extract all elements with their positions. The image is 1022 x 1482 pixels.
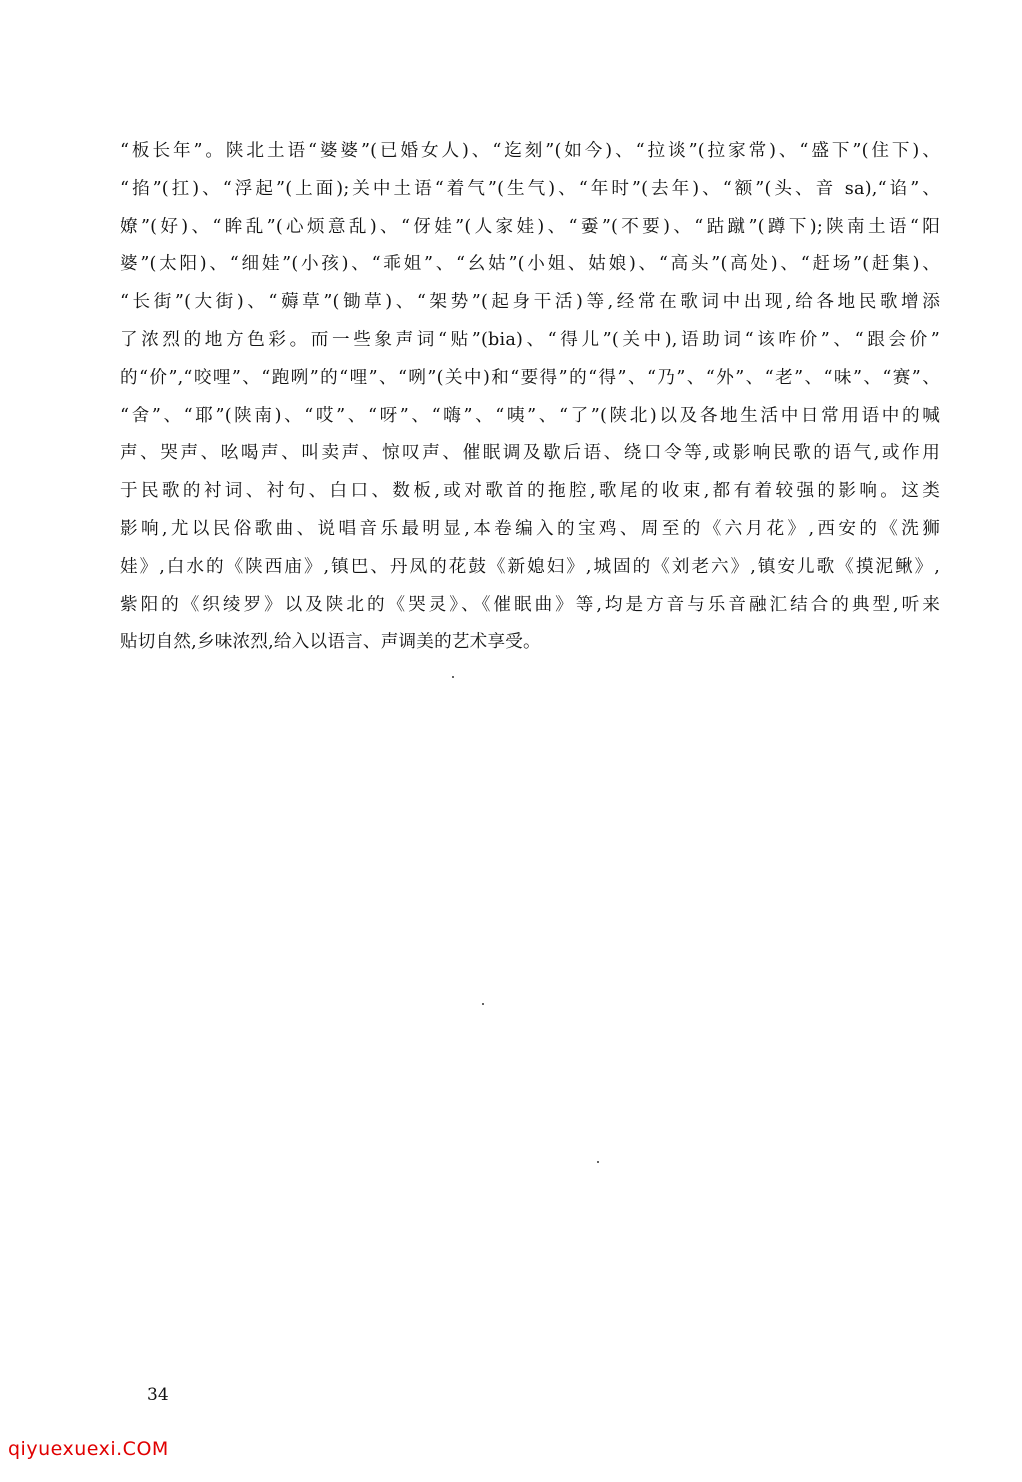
body-paragraph <box>120 133 940 662</box>
text-line: “板长年”。陕北土语“婆婆”(已婚女人)、“迄刻”(如今)、“拉谈”(拉家常)、“盛下”(住下)、 <box>120 141 940 161</box>
text-line: 贴切自然,乡味浓烈,给入以语言、声调美的艺术享受。 <box>120 632 541 653</box>
text-line: 嫽”(好)、“眸乱”(心烦意乱)、“伢娃”(人家娃)、“嫑”(不要)、“跍蹴”(蹲下);陕南土语“阳 <box>120 216 940 237</box>
text-line: 影响,尤以民俗歌曲、说唱音乐最明显,本卷编入的宝鸡、周至的《六月花》,西安的《洗狮 <box>120 518 940 539</box>
text-line: “长街”(大街)、“薅草”(锄草)、“架势”(起身干活)等,经常在歌词中出现,给各地民歌增添 <box>120 292 940 313</box>
text-line: 声、哭声、吆喝声、叫卖声、惊叹声、催眠调及歇后语、绕口令等,或影响民歌的语气,或作用 <box>120 443 940 464</box>
text-line: 娃》,白水的《陕西庙》,镇巴、丹凤的花鼓《新媳妇》,城固的《刘老六》,镇安儿歌《摸泥鳅》, <box>120 556 940 577</box>
scan-speck <box>597 1161 599 1163</box>
text-line: 婆”(太阳)、“细娃”(小孩)、“乖姐”、“幺姑”(小姐、姑娘)、“高头”(高处)、“赶场”(赶集)、 <box>120 254 940 275</box>
text-line: “掐”(扛)、“浮起”(上面);关中土语“着气”(生气)、“年时”(去年)、“额”(头、音 sa),“谄”、 <box>120 178 940 199</box>
text-line: “舍”、“耶”(陕南)、“哎”、“呀”、“嗨”、“咦”、“了”(陕北)以及各地生活中日常用语中的喊 <box>120 405 940 426</box>
text-line: 了浓烈的地方色彩。而一些象声词“贴”(bia)、“得儿”(关中),语助词“该咋价”、“跟会价” <box>120 329 940 350</box>
text-line: 于民歌的衬词、衬句、白口、数板,或对歌首的拖腔,歌尾的收束,都有着较强的影响。这类 <box>120 481 940 502</box>
scan-speck <box>482 1003 484 1005</box>
text-line: 紫阳的《织绫罗》以及陕北的《哭灵》、《催眠曲》等,均是方音与乐音融汇结合的典型,听来 <box>120 594 940 615</box>
site-watermark: qiyuexuexi.COM <box>8 1438 169 1460</box>
text-line: 的“价”,“咬哩”、“跑咧”的“哩”、“咧”(关中)和“要得”的“得”、“乃”、“外”、“老”、“味”、“赛”、 <box>120 367 940 388</box>
scan-speck <box>452 676 454 678</box>
page-number: 34 <box>147 1385 169 1405</box>
